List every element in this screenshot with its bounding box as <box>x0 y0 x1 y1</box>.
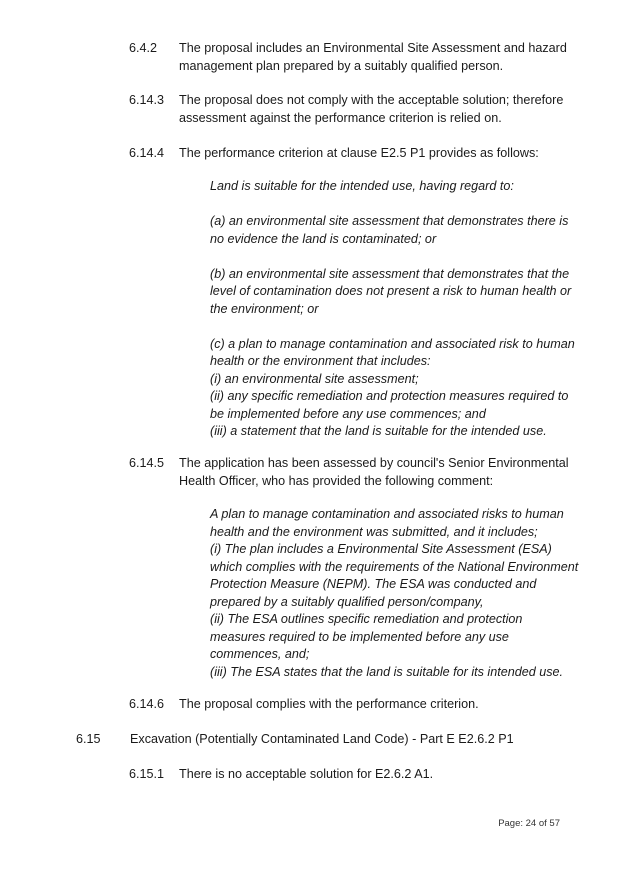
paragraph-number: 6.15.1 <box>129 767 165 781</box>
paragraph-number: 6.4.2 <box>129 41 158 55</box>
paragraph-text: The proposal complies with the performance criterion. <box>179 697 479 711</box>
paragraph-text: There is no acceptable solution for E2.6.2 A1. <box>179 767 434 781</box>
section-heading: Excavation (Potentially Contaminated Land Code) - Part E E2.6.2 P1 <box>130 732 514 746</box>
criterion-b: (b) an environmental site assessment that demonstrates that the level of contamination does not present a risk to human health or the environment; or <box>210 266 572 316</box>
paragraph-number: 6.14.6 <box>129 697 165 711</box>
criterion-c: (c) a plan to manage contamination and associated risk to human health or the environment that includes: <box>210 336 575 368</box>
paragraph-text: The proposal does not comply with the acceptable solution; therefore assessment against the performance criterion is relied on. <box>179 93 564 125</box>
comment-ii: (ii) The ESA outlines specific remediation and protection measures required to be implemented before any use commences, and; <box>210 612 523 661</box>
criterion-c-iii: (iii) a statement that the land is suitable for the intended use. <box>210 424 547 438</box>
comment-i: (i) The plan includes a Environmental Site Assessment (ESA) which complies with the requirements of the National Environment Protection Measure (NEPM). The ESA was conducted and prepared by a suitably qualified person/company, <box>210 542 579 609</box>
comment-intro: A plan to manage contamination and associated risks to human health and the environment was submitted, and it includes; <box>210 507 564 539</box>
criterion-c-ii: (ii) any specific remediation and protection measures required to be implemented before any use commences; and <box>210 389 569 421</box>
criterion-quote <box>210 178 580 441</box>
officer-comment-quote <box>210 506 580 681</box>
paragraph-text: The performance criterion at clause E2.5 P1 provides as follows: <box>179 146 539 160</box>
paragraph-text: The application has been assessed by council's Senior Environmental Health Officer, who has provided the following comment: <box>179 456 569 488</box>
paragraph-number: 6.14.3 <box>129 93 165 107</box>
criterion-a: (a) an environmental site assessment that demonstrates there is no evidence the land is contaminated; or <box>210 214 569 246</box>
criterion-c-i: (i) an environmental site assessment; <box>210 371 419 386</box>
paragraph-number: 6.14.5 <box>129 456 165 470</box>
comment-iii: (iii) The ESA states that the land is suitable for its intended use. <box>210 664 564 679</box>
criterion-intro: Land is suitable for the intended use, having regard to: <box>210 179 514 193</box>
paragraph-number: 6.14.4 <box>129 146 165 160</box>
section-number: 6.15 <box>76 732 101 746</box>
paragraph-text: The proposal includes an Environmental Site Assessment and hazard management plan prepared by a suitably qualified person. <box>179 41 567 73</box>
page-number: Page: 24 of 57 <box>498 818 560 829</box>
